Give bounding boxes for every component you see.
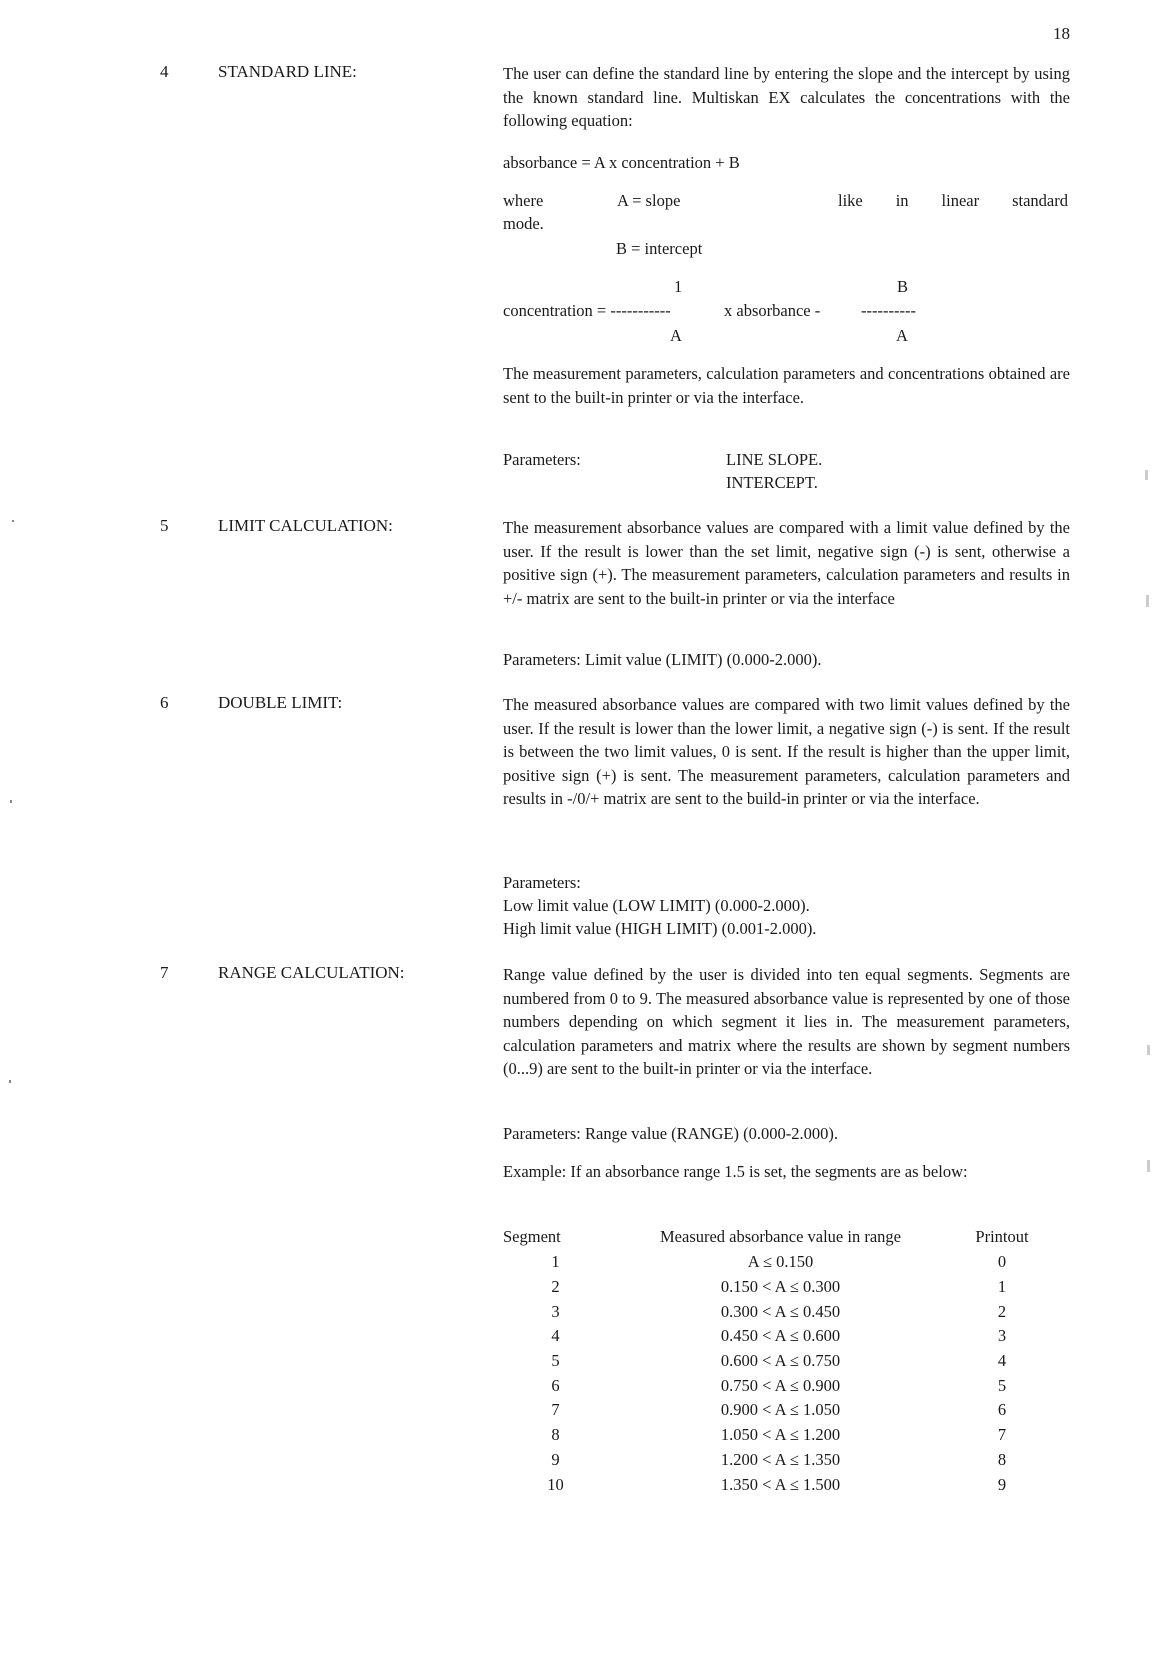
section-text: The measured absorbance values are compared with two limit values defined by the user. If the result is lower than the lower limit, a negative sign (-) is sent. If the result is between the two limit values, 0 is sent. If the result is higher than the upper limit, positive sign (+) is sent. The measurement parameters, calculation parameters and results in -/0/+ matrix are sent to the build-in printer or via the interface. [503, 695, 1070, 808]
segment-cell: 5 [551, 1351, 560, 1371]
segment-cell: 4 [551, 1326, 560, 1346]
table-row [503, 1324, 1051, 1349]
fraction-denominator: A [670, 326, 682, 345]
fraction-numerator: B [897, 277, 909, 296]
section-number: 6 [160, 693, 169, 712]
printout-cell: 0 [997, 1252, 1007, 1272]
printout-cell: 8 [997, 1449, 1007, 1469]
scan-speck [1147, 1160, 1150, 1172]
segment-cell: 9 [551, 1449, 560, 1469]
range-cell: 0.450 < A ≤ 0.600 [720, 1326, 841, 1346]
fraction-bar: ---------- [861, 301, 916, 320]
segment-cell: 1 [551, 1252, 560, 1272]
table-row [503, 1472, 1051, 1497]
section-number: 4 [160, 62, 169, 81]
parameters-line: Parameters: Range value (RANGE) (0.000-2.000). [503, 1124, 838, 1143]
printout-cell: 5 [997, 1375, 1007, 1395]
section-text: The measurement absorbance values are compared with a limit value defined by the user. If the result is lower than the set limit, negative sign (-) is sent, otherwise a positive sign (+). The measurement parameters, calculation parameters and results in +/- matrix are sent to the built-in printer or via the interface [503, 518, 1070, 608]
section-text: The measurement parameters, calculation parameters and concentrations obtained are sent to the built-in printer or via the interface. [503, 364, 1070, 407]
table-row [503, 1373, 1051, 1398]
section-number: 7 [160, 963, 169, 982]
parameter-item: Low limit value (LOW LIMIT) (0.000-2.000). [503, 896, 810, 915]
slope-definition: A = slope [617, 191, 681, 210]
absorbance-equation: absorbance = A x concentration + B [503, 153, 740, 172]
printout-cell: 9 [997, 1474, 1007, 1494]
example-text: Example: If an absorbance range 1.5 is set, the segments are as below: [503, 1162, 968, 1181]
table-row [503, 1423, 1051, 1448]
like-linear-text: like in linear standard [838, 191, 1068, 210]
segment-cell: 2 [551, 1277, 560, 1297]
section-text: The user can define the standard line by entering the slope and the intercept by using the known standard line. Multiskan EX calculates the concentrations with the following equation: [503, 64, 1070, 130]
formula-lhs: concentration = ----------- [503, 301, 671, 320]
range-cell: 0.750 < A ≤ 0.900 [720, 1375, 841, 1395]
table-row [503, 1275, 1051, 1300]
scan-speck [12, 520, 14, 522]
range-cell: A ≤ 0.150 [747, 1252, 814, 1272]
table-row [503, 1299, 1051, 1324]
formula-middle: x absorbance - [724, 301, 821, 320]
range-cell: 1.200 < A ≤ 1.350 [720, 1449, 841, 1469]
mode-text: mode. [503, 214, 544, 233]
column-header: Measured absorbance value in range [660, 1227, 901, 1246]
printout-cell: 3 [997, 1326, 1007, 1346]
parameter-item: INTERCEPT. [726, 473, 818, 492]
range-cell: 0.600 < A ≤ 0.750 [720, 1351, 841, 1371]
parameters-label: Parameters: [503, 450, 581, 469]
column-header: Segment [503, 1227, 561, 1246]
fraction-denominator: A [896, 326, 908, 345]
scan-speck [1145, 470, 1148, 480]
segment-cell: 10 [547, 1474, 564, 1494]
table-row [503, 1448, 1051, 1473]
scan-speck [1146, 595, 1149, 607]
section-title: LIMIT CALCULATION: [218, 516, 393, 535]
segment-cell: 6 [551, 1375, 560, 1395]
printout-cell: 1 [997, 1277, 1007, 1297]
range-cell: 0.300 < A ≤ 0.450 [720, 1301, 841, 1321]
printout-cell: 2 [997, 1301, 1007, 1321]
range-cell: 0.900 < A ≤ 1.050 [720, 1400, 841, 1420]
table-header-row [503, 1224, 1051, 1250]
parameter-item: LINE SLOPE. [726, 450, 823, 469]
section-title: STANDARD LINE: [218, 62, 357, 81]
parameters-label: Parameters: [503, 873, 581, 892]
page-number: 18 [1053, 24, 1070, 43]
segment-cell: 8 [551, 1425, 560, 1445]
scan-speck [1147, 1045, 1150, 1055]
section-title: RANGE CALCULATION: [218, 963, 405, 982]
scan-speck [9, 1080, 11, 1083]
printout-cell: 7 [997, 1425, 1007, 1445]
range-cell: 1.350 < A ≤ 1.500 [720, 1474, 841, 1494]
section-title: DOUBLE LIMIT: [218, 693, 343, 712]
where-label: where [503, 191, 544, 210]
fraction-numerator: 1 [674, 277, 683, 296]
section-text: Range value defined by the user is divided into ten equal segments. Segments are numbered from 0 to 9. The measured absorbance value is represented by one of those numbers depending on which segment it lies in. The measurement parameters, calculation parameters and matrix where the results are shown by segment numbers (0...9) are sent to the built-in printer or via the interface. [503, 965, 1070, 1078]
scan-speck [10, 800, 12, 803]
printout-cell: 4 [997, 1351, 1007, 1371]
table-row [503, 1349, 1051, 1374]
range-cell: 1.050 < A ≤ 1.200 [720, 1425, 841, 1445]
table-row [503, 1398, 1051, 1423]
section-number: 5 [160, 516, 169, 535]
parameters-line: Parameters: Limit value (LIMIT) (0.000-2.000). [503, 650, 822, 669]
table-row [503, 1250, 1051, 1275]
column-header: Printout [975, 1227, 1029, 1246]
segment-cell: 3 [551, 1301, 560, 1321]
range-cell: 0.150 < A ≤ 0.300 [720, 1277, 841, 1297]
parameter-item: High limit value (HIGH LIMIT) (0.001-2.000). [503, 919, 817, 938]
intercept-definition: B = intercept [616, 239, 703, 258]
segment-cell: 7 [551, 1400, 560, 1420]
segment-table [503, 1224, 1051, 1497]
printout-cell: 6 [997, 1400, 1007, 1420]
